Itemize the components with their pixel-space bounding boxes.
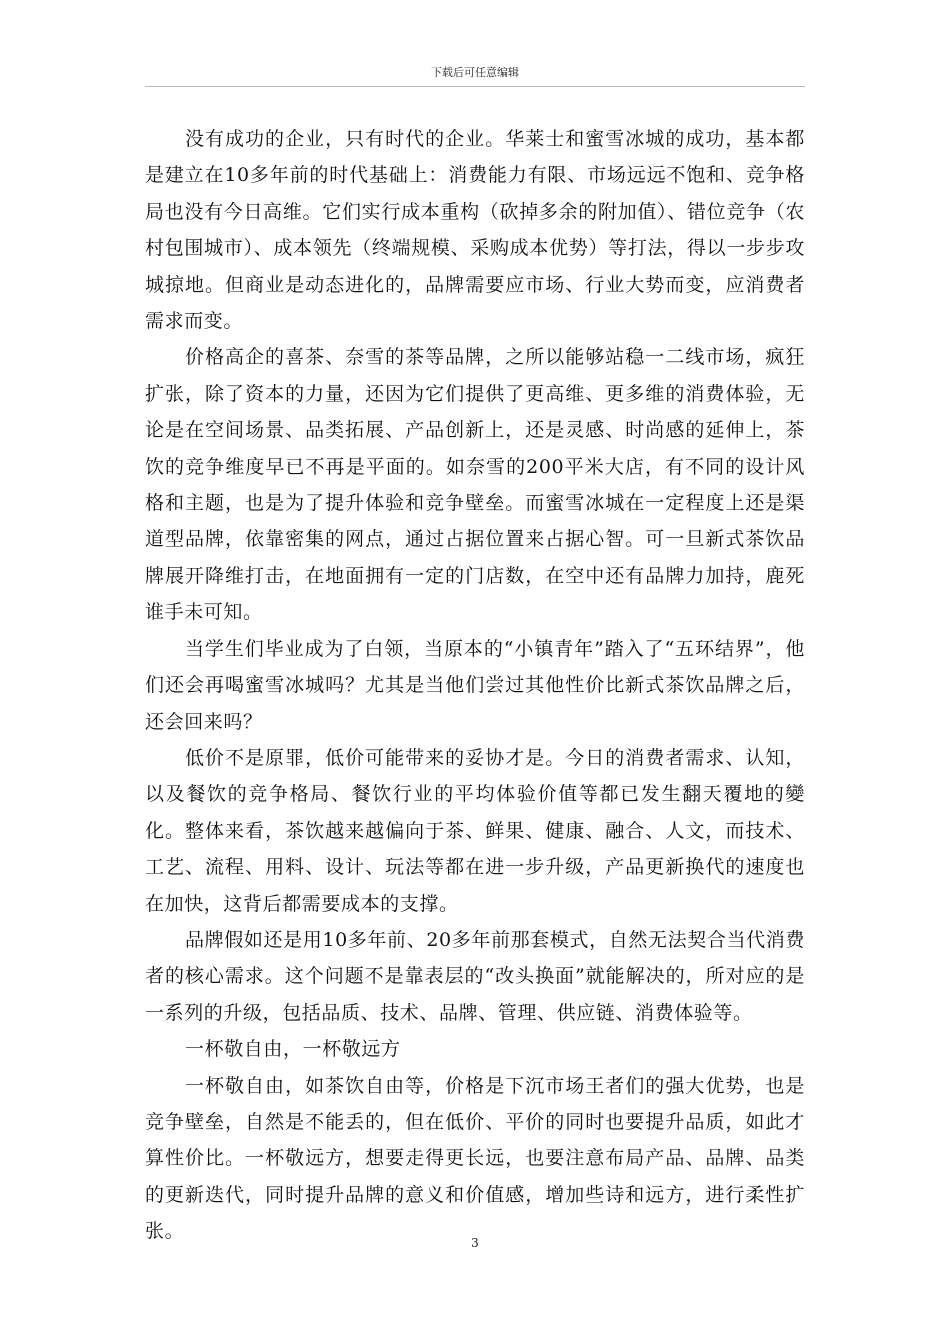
paragraph-6: 一杯敬自由，如茶饮自由等，价格是下沉市场王者们的强大优势，也是竞争壁垒，自然是不能丢的，但在低价、平价的同时也要提升品质，如此才算性价比。一杯敬远方，想要走得更长远，也要注意布局产品、品牌、品类的更新迭代，同时提升品牌的意义和价值感，增加些诗和远方，进行柔性扩张。 [145, 1074, 805, 1243]
paragraph-5: 品牌假如还是用10多年前、20多年前那套模式，自然无法契合当代消费者的核心需求。这个问题不是靠表层的“改头换面”就能解决的，所对应的是一系列的升级，包括品质、技术、品牌、管理、供应链、消费体验等。 [145, 928, 805, 1024]
page-header: 下载后可任意编辑 [431, 66, 519, 79]
paragraph-2: 价格高企的喜茶、奈雪的茶等品牌，之所以能够站稳一二线市场，疯狂扩张，除了资本的力量，还因为它们提供了更高维、更多维的消费体验，无论是在空间场景、品类拓展、产品创新上，还是灵感、时尚感的延伸上，茶饮的竞争维度早已不再是平面的。如奈雪的200平米大店，有不同的设计风格和主题，也是为了提升体验和竞争壁垒。而蜜雪冰城在一定程度上还是渠道型品牌，依靠密集的网点，通过占据位置来占据心智。可一旦新式茶饮品牌展开降维打击，在地面拥有一定的门店数，在空中还有品牌力加持，鹿死谁手未可知。 [145, 346, 805, 624]
paragraph-3: 当学生们毕业成为了白领，当原本的“小镇青年”踏入了“五环结界”，他们还会再喝蜜雪冰城吗？尤其是当他们尝过其他性价比新式茶饮品牌之后，还会回来吗？ [145, 637, 805, 733]
header-divider [145, 86, 805, 87]
document-body [145, 121, 805, 1250]
paragraph-1: 没有成功的企业，只有时代的企业。华莱士和蜜雪冰城的成功，基本都是建立在10多年前的时代基础上：消费能力有限、市场远远不饱和、竞争格局也没有今日高维。它们实行成本重构（砍掉多余的附加值）、错位竞争（农村包围城市）、成本领先（终端规模、采购成本优势）等打法，得以一步步攻城掠地。但商业是动态进化的，品牌需要应市场、行业大势而变，应消费者需求而变。 [145, 128, 805, 333]
section-subheading: 一杯敬自由，一杯敬远方 [185, 1038, 401, 1061]
page-number: 3 [471, 1236, 479, 1250]
paragraph-4: 低价不是原罪，低价可能带来的妥协才是。今日的消费者需求、认知，以及餐饮的竞争格局、餐饮行业的平均体验价值等都已发生翻天覆地的變化。整体来看，茶饮越来越偏向于茶、鲜果、健康、融合、人文，而技术、工艺、流程、用料、设计、玩法等都在进一步升级，产品更新换代的速度也在加快，这背后都需要成本的支撑。 [145, 746, 805, 915]
